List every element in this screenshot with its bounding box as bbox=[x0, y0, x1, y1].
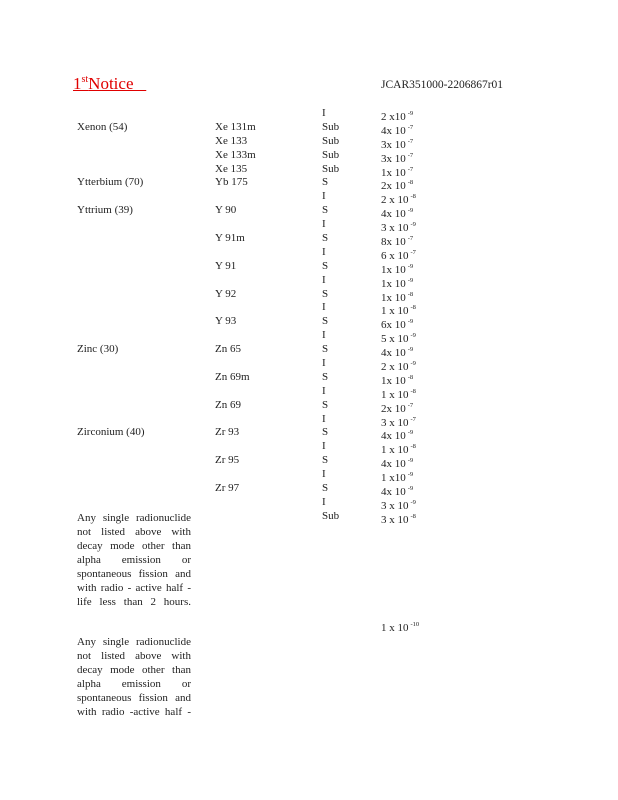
notice-number: 1 bbox=[73, 74, 82, 93]
nuclide: Zn 69 bbox=[215, 398, 241, 411]
class: I bbox=[322, 357, 326, 370]
concentration-value: 4x 10 $^{-9}$ bbox=[381, 346, 414, 360]
footnote-line: with radio -active half - bbox=[77, 706, 191, 718]
concentration-value: 4x 10 $^{-9}$ bbox=[381, 457, 414, 471]
class: I bbox=[322, 384, 326, 397]
class: S bbox=[322, 398, 329, 411]
class: S bbox=[322, 259, 329, 272]
concentration-value: 1 x10 $^{-9}$ bbox=[381, 471, 414, 485]
class: I bbox=[322, 245, 326, 258]
footnote-line: Any single radionuclide bbox=[77, 636, 191, 648]
class: I bbox=[322, 440, 326, 453]
table-row bbox=[0, 260, 618, 274]
nuclide: Zn 65 bbox=[215, 343, 241, 356]
nuclide: Xe 135 bbox=[215, 162, 248, 175]
concentration-value: 3 x 10 $^{-9}$ bbox=[381, 498, 416, 512]
footnote-line: spontaneous fission and bbox=[77, 692, 191, 704]
class: S bbox=[322, 426, 329, 439]
concentration-value: 4x 10 $^{-9}$ bbox=[381, 207, 414, 221]
radionuclide-table bbox=[0, 107, 618, 510]
notice-heading bbox=[73, 74, 146, 94]
class: S bbox=[322, 204, 329, 217]
table-row bbox=[0, 218, 618, 235]
footnote-line: spontaneous fission and bbox=[77, 568, 191, 580]
footnote-line: life less than 2 hours. bbox=[77, 596, 191, 608]
concentration-value: 6x 10 $^{-9}$ bbox=[381, 318, 414, 332]
nuclide: Y 91 bbox=[215, 259, 237, 272]
concentration-value: 1 x 10 $^{-8}$ bbox=[381, 387, 416, 401]
class: S bbox=[322, 176, 329, 189]
class: Sub bbox=[322, 120, 340, 133]
table-row bbox=[0, 163, 618, 177]
nuclide: Zr 93 bbox=[215, 426, 240, 439]
class: S bbox=[322, 454, 329, 467]
footnote-line: with radio - active half - bbox=[77, 582, 191, 594]
class: I bbox=[322, 301, 326, 314]
concentration-value: 1 x 10 $^{-8}$ bbox=[381, 304, 416, 318]
table-row bbox=[0, 204, 618, 221]
footnote-line: Any single radionuclide bbox=[77, 512, 191, 524]
class: S bbox=[322, 315, 329, 328]
footnote-1-text bbox=[77, 511, 191, 609]
table-row bbox=[0, 274, 618, 288]
notice-label: Notice bbox=[88, 74, 147, 93]
class: S bbox=[322, 482, 329, 495]
nuclide: Yb 175 bbox=[215, 176, 248, 189]
concentration-value: 2 x 10 $^{-9}$ bbox=[381, 360, 416, 374]
table-row bbox=[0, 385, 618, 399]
element-name: Xenon (54) bbox=[77, 120, 128, 133]
class: S bbox=[322, 370, 329, 383]
table-row bbox=[0, 232, 618, 249]
nuclide: Zr 97 bbox=[215, 482, 240, 495]
concentration-value: 1x 10 $^{-8}$ bbox=[381, 373, 414, 387]
table-row bbox=[0, 371, 618, 385]
table-row bbox=[0, 426, 618, 443]
class: I bbox=[322, 329, 326, 342]
footnote-line: decay mode other than bbox=[77, 540, 191, 552]
concentration-value: 2 x 10 $^{-8}$ bbox=[381, 193, 416, 207]
concentration-value: 3 x 10 $^{-9}$ bbox=[381, 221, 416, 235]
class: I bbox=[322, 107, 326, 119]
table-row bbox=[0, 329, 618, 346]
table-row bbox=[0, 246, 618, 260]
table-row bbox=[0, 343, 618, 360]
nuclide: Y 92 bbox=[215, 287, 237, 300]
nuclide: Xe 133m bbox=[215, 148, 256, 161]
footnote-1-value: 3 x 10 $^{-8}$ bbox=[381, 513, 416, 526]
element-name: Zinc (30) bbox=[77, 343, 119, 356]
class: Sub bbox=[322, 148, 340, 161]
concentration-value: 4x 10 $^{-7}$ bbox=[381, 123, 414, 137]
concentration-value: 4x 10 $^{-9}$ bbox=[381, 429, 414, 443]
class: I bbox=[322, 218, 326, 231]
nuclide: Zr 95 bbox=[215, 454, 240, 467]
table-row bbox=[0, 413, 618, 427]
table-row bbox=[0, 176, 618, 193]
table-row bbox=[0, 496, 618, 510]
table-row bbox=[0, 135, 618, 149]
concentration-value: 1x 10 $^{-8}$ bbox=[381, 290, 414, 304]
element-name: Yttrium (39) bbox=[77, 204, 133, 217]
table-row bbox=[0, 301, 618, 318]
table-row bbox=[0, 149, 618, 163]
footnote-line: alpha emission or bbox=[77, 678, 191, 690]
footnote-line: not listed above with bbox=[77, 650, 191, 662]
nuclide: Xe 133 bbox=[215, 134, 248, 147]
table-row bbox=[0, 482, 618, 499]
concentration-value: 2 x10 $^{-9}$ bbox=[381, 110, 414, 123]
concentration-value: 3x 10 $^{-7}$ bbox=[381, 137, 414, 151]
footnote-line: alpha emission or bbox=[77, 554, 191, 566]
table-row bbox=[0, 454, 618, 471]
nuclide: Y 91m bbox=[215, 232, 245, 245]
footnote-line: decay mode other than bbox=[77, 664, 191, 676]
concentration-value: 3 x 10 $^{-7}$ bbox=[381, 415, 416, 429]
table-row bbox=[0, 288, 618, 302]
class: I bbox=[322, 495, 326, 508]
concentration-value: 6 x 10 $^{-7}$ bbox=[381, 248, 416, 262]
footnote-2-text bbox=[77, 635, 191, 719]
concentration-value: 3x 10 $^{-7}$ bbox=[381, 151, 414, 165]
table-row bbox=[0, 440, 618, 457]
element-name: Ytterbium (70) bbox=[77, 176, 144, 189]
nuclide: Y 90 bbox=[215, 204, 237, 217]
table-row bbox=[0, 107, 618, 121]
notice-ordinal: st bbox=[81, 74, 89, 85]
concentration-value: 2x 10 $^{-7}$ bbox=[381, 401, 414, 415]
concentration-value: 4x 10 $^{-9}$ bbox=[381, 485, 414, 499]
element-name: Zirconium (40) bbox=[77, 426, 145, 439]
class: I bbox=[322, 412, 326, 425]
class: S bbox=[322, 343, 329, 356]
concentration-value: 2x 10 $^{-8}$ bbox=[381, 179, 414, 193]
nuclide: Zn 69m bbox=[215, 370, 250, 383]
class: Sub bbox=[322, 162, 340, 175]
concentration-value: 1x 10 $^{-9}$ bbox=[381, 262, 414, 276]
table-row bbox=[0, 315, 618, 332]
footnote-line: not listed above with bbox=[77, 526, 191, 538]
nuclide: Xe 131m bbox=[215, 120, 256, 133]
class: I bbox=[322, 273, 326, 286]
table-row bbox=[0, 468, 618, 485]
class: S bbox=[322, 232, 329, 245]
concentration-value: 1x 10 $^{-9}$ bbox=[381, 276, 414, 290]
class: S bbox=[322, 287, 329, 300]
class: I bbox=[322, 468, 326, 481]
nuclide: Y 93 bbox=[215, 315, 237, 328]
concentration-value: 1 x 10 $^{-8}$ bbox=[381, 443, 416, 457]
class: Sub bbox=[322, 134, 340, 147]
footnote-1-class: Sub bbox=[322, 510, 340, 522]
concentration-value: 1x 10 $^{-7}$ bbox=[381, 165, 414, 179]
concentration-value: 8x 10 $^{-7}$ bbox=[381, 235, 414, 249]
table-row bbox=[0, 190, 618, 207]
concentration-value: 5 x 10 $^{-9}$ bbox=[381, 332, 416, 346]
table-row bbox=[0, 399, 618, 413]
footnote-2-value: 1 x 10 $^{-10}$ bbox=[381, 621, 420, 634]
document-code: JCAR351000-2206867r01 bbox=[381, 79, 504, 91]
table-row bbox=[0, 357, 618, 374]
class: I bbox=[322, 190, 326, 203]
table-row bbox=[0, 121, 618, 135]
